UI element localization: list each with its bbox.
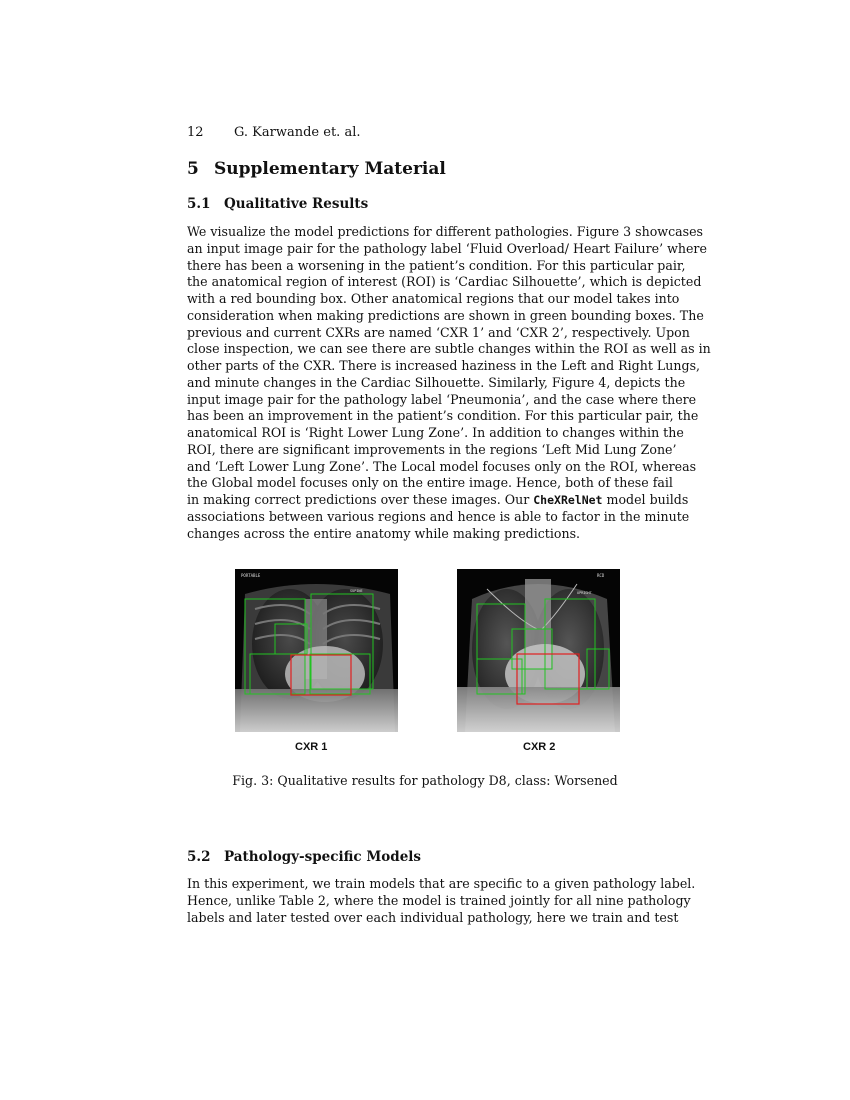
svg-text:RCD: RCD <box>597 573 605 578</box>
text-line: an input image pair for the pathology label ‘Fluid Overload/ Heart Failure’ where <box>187 240 707 256</box>
text-line: other parts of the CXR. There is increased haziness in the Left and Right Lungs, <box>187 358 701 373</box>
cxr-1-label: CXR 1 <box>295 741 328 753</box>
subsection-heading-qualitative <box>187 196 368 212</box>
text-line: the Global model focuses only on the entire image. Hence, both of these fail <box>187 475 673 491</box>
text-line: input image pair for the pathology label ‘Pneumonia’, and the case where there <box>187 391 697 407</box>
text-line: previous and current CXRs are named ‘CXR 1’ and ‘CXR 2’, respectively. Upon <box>187 324 690 340</box>
subsection-title: Pathology-specific Models <box>224 849 422 865</box>
running-header <box>187 125 360 140</box>
text-line: Hence, unlike Table 2, where the model is trained jointly for all nine pathology <box>187 892 691 908</box>
text-fragment: model builds <box>602 492 689 507</box>
text-line-with-code <box>187 492 689 509</box>
svg-text:PORTABLE: PORTABLE <box>241 573 261 578</box>
subsection-number: 5.2 <box>187 849 211 865</box>
text-line: consideration when making predictions are shown in green bounding boxes. The <box>187 307 704 323</box>
text-line: associations between various regions and hence is able to factor in the minute <box>187 508 690 524</box>
authors: G. Karwande et. al. <box>234 125 361 140</box>
text-line: the anatomical region of interest (ROI) is ‘Cardiac Silhouette’, which is depicted <box>187 274 702 290</box>
text-line: changes across the entire anatomy while making predictions. <box>187 525 581 541</box>
qualitative-paragraph <box>187 224 711 542</box>
text-line: there has been a worsening in the patient’s condition. For this particular pair, <box>187 257 686 273</box>
section-heading <box>187 159 446 179</box>
section-number: 5 <box>187 159 199 179</box>
section-title: Supplementary Material <box>214 159 446 179</box>
cxr-2-image <box>457 569 620 732</box>
model-name: CheXRelNet <box>533 493 603 507</box>
cxr-1-image <box>235 569 398 732</box>
text-line: has been an improvement in the patient’s condition. For this particular pair, the <box>187 408 699 424</box>
text-line: labels and later tested over each individual pathology, here we train and test <box>187 909 679 925</box>
pathology-paragraph <box>187 876 696 926</box>
text-line: and ‘Left Lower Lung Zone’. The Local model focuses only on the ROI, whereas <box>187 458 697 474</box>
text-line: with a red bounding box. Other anatomical regions that our model takes into <box>187 291 680 306</box>
text-line: In this experiment, we train models that are specific to a given pathology label. <box>187 876 696 891</box>
text-line: and minute changes in the Cardiac Silhouette. Similarly, Figure 4, depicts the <box>187 374 686 390</box>
figure-caption: Fig. 3: Qualitative results for pathology D8, class: Worsened <box>232 773 618 788</box>
subsection-title: Qualitative Results <box>224 196 369 212</box>
text-fragment: in making correct predictions over these images. Our <box>187 492 534 507</box>
text-line: close inspection, we can see there are subtle changes within the ROI as well as in <box>187 341 711 357</box>
subsection-heading-pathology <box>187 849 421 865</box>
text-line: anatomical ROI is ‘Right Lower Lung Zone’. In addition to changes within the <box>187 425 684 440</box>
svg-text:SUPINE: SUPINE <box>350 589 363 593</box>
svg-text:UPRIGHT: UPRIGHT <box>577 591 592 595</box>
text-line: ROI, there are significant improvements in the regions ‘Left Mid Lung Zone’ <box>187 441 677 457</box>
page-number: 12 <box>187 125 204 140</box>
text-line: We visualize the model predictions for different pathologies. Figure 3 showcases <box>187 224 704 239</box>
subsection-number: 5.1 <box>187 196 211 212</box>
cxr-2-label: CXR 2 <box>523 741 556 753</box>
